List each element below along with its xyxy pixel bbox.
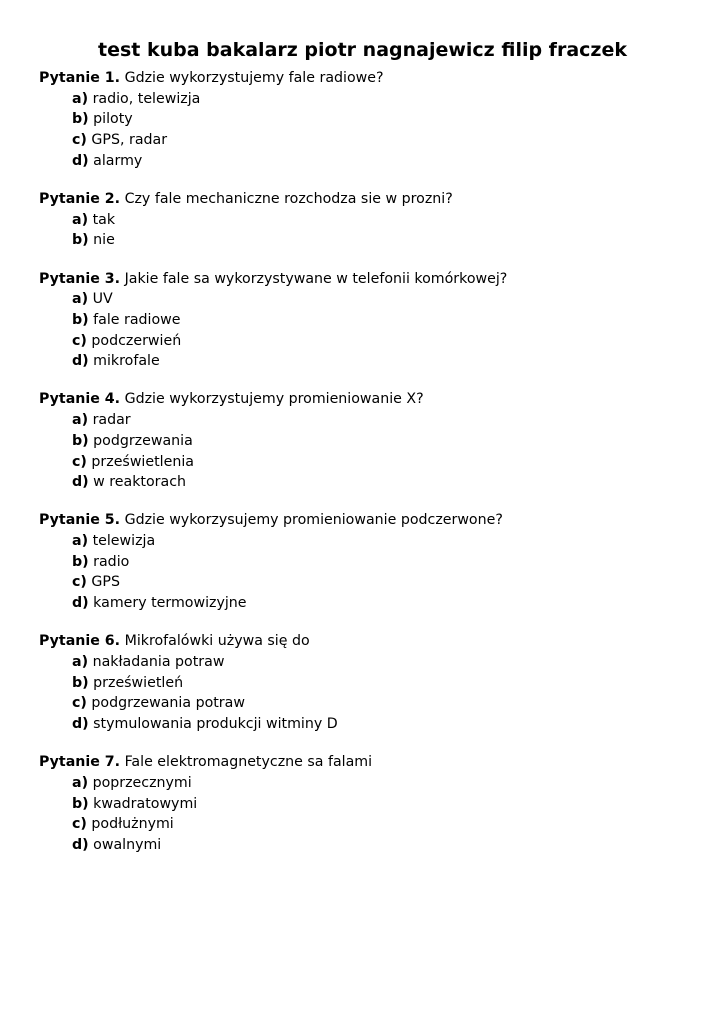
answer-letter: a) xyxy=(72,412,89,429)
question-3 xyxy=(39,269,699,372)
answer-letter: a) xyxy=(72,211,89,228)
answer-item xyxy=(39,310,699,331)
answer-letter: b) xyxy=(72,553,89,570)
question-list xyxy=(39,68,699,873)
question-6 xyxy=(39,631,699,734)
question-text: Fale elektromagnetyczne sa falami xyxy=(124,754,373,771)
question-text: Jakie fale sa wykorzystywane w telefonii komórkowej? xyxy=(124,270,508,287)
answer-text: kwadratowymi xyxy=(93,795,198,812)
answer-item xyxy=(39,673,699,694)
answer-item xyxy=(39,109,699,130)
answer-text: radar xyxy=(92,412,131,429)
question-line xyxy=(39,68,699,89)
document-title: test kuba bakalarz piotr nagnajewicz filip fraczek xyxy=(98,39,627,61)
answer-text: poprzecznymi xyxy=(92,774,192,791)
answer-text: radio, telewizja xyxy=(92,90,201,107)
answer-letter: d) xyxy=(72,152,89,169)
answer-item xyxy=(39,472,699,493)
answer-item xyxy=(39,452,699,473)
answer-item xyxy=(39,351,699,372)
answer-text: radio xyxy=(93,553,130,570)
answer-item xyxy=(39,331,699,352)
answer-text: w reaktorach xyxy=(93,474,186,491)
answer-item xyxy=(39,714,699,735)
answer-letter: d) xyxy=(72,353,89,370)
answer-letter: a) xyxy=(72,774,89,791)
question-2 xyxy=(39,189,699,251)
answer-text: piloty xyxy=(93,111,133,128)
answer-letter: c) xyxy=(72,332,87,349)
answer-list xyxy=(39,289,699,372)
answer-letter: b) xyxy=(72,111,89,128)
question-1 xyxy=(39,68,699,171)
answer-item xyxy=(39,794,699,815)
answer-text: nakładania potraw xyxy=(92,654,225,670)
answer-text: kamery termowizyjne xyxy=(93,595,247,612)
answer-item xyxy=(39,210,699,231)
question-label: Pytanie 2. xyxy=(39,190,121,207)
answer-item xyxy=(39,289,699,310)
answer-list xyxy=(39,773,699,856)
answer-letter: d) xyxy=(72,837,89,853)
answer-item xyxy=(39,89,699,110)
answer-letter: a) xyxy=(72,654,89,670)
answer-text: GPS xyxy=(91,574,120,591)
answer-item xyxy=(39,431,699,452)
answer-letter: a) xyxy=(72,90,89,107)
answer-letter: d) xyxy=(72,474,89,491)
answer-item xyxy=(39,773,699,794)
answer-text: owalnymi xyxy=(93,837,162,853)
question-line xyxy=(39,510,699,531)
answer-text: fale radiowe xyxy=(93,311,181,328)
question-label: Pytanie 7. xyxy=(39,754,121,771)
answer-letter: a) xyxy=(72,291,89,308)
answer-list xyxy=(39,410,699,493)
answer-letter: b) xyxy=(72,232,89,249)
answer-text: GPS, radar xyxy=(91,132,168,149)
answer-item xyxy=(39,230,699,251)
answer-letter: c) xyxy=(72,132,87,149)
question-label: Pytanie 5. xyxy=(39,512,121,529)
answer-list xyxy=(39,210,699,251)
answer-item xyxy=(39,130,699,151)
answer-item xyxy=(39,410,699,431)
answer-letter: a) xyxy=(72,533,89,550)
answer-item xyxy=(39,552,699,573)
question-label: Pytanie 4. xyxy=(39,391,121,408)
answer-item xyxy=(39,652,699,673)
question-label: Pytanie 6. xyxy=(39,633,121,650)
answer-letter: c) xyxy=(72,574,87,591)
answer-text: prześwietlenia xyxy=(91,453,194,470)
question-label: Pytanie 1. xyxy=(39,70,121,86)
answer-letter: b) xyxy=(72,674,89,691)
question-7 xyxy=(39,752,699,855)
answer-text: alarmy xyxy=(93,152,143,169)
answer-text: nie xyxy=(93,232,115,249)
answer-item xyxy=(39,151,699,172)
answer-item xyxy=(39,814,699,835)
answer-item xyxy=(39,835,699,856)
answer-letter: c) xyxy=(72,816,87,833)
answer-item xyxy=(39,693,699,714)
answer-text: stymulowania produkcji witminy D xyxy=(93,716,338,733)
answer-text: podłużnymi xyxy=(91,816,174,833)
question-line xyxy=(39,752,699,773)
answer-letter: c) xyxy=(72,695,87,712)
answer-text: podczerwień xyxy=(91,332,182,349)
answer-text: podgrzewania xyxy=(93,432,193,449)
question-text: Mikrofalówki używa się do xyxy=(124,633,310,650)
answer-item xyxy=(39,593,699,614)
answer-item xyxy=(39,572,699,593)
answer-text: prześwietleń xyxy=(93,674,184,691)
answer-text: telewizja xyxy=(92,533,156,550)
answer-letter: b) xyxy=(72,795,89,812)
answer-letter: d) xyxy=(72,595,89,612)
answer-text: UV xyxy=(92,291,113,308)
question-line xyxy=(39,269,699,290)
question-text: Gdzie wykorzysujemy promieniowanie podczerwone? xyxy=(124,512,503,529)
question-line xyxy=(39,189,699,210)
answer-text: mikrofale xyxy=(93,353,160,370)
answer-list xyxy=(39,652,699,735)
question-line xyxy=(39,631,699,652)
answer-text: tak xyxy=(92,211,116,228)
question-5 xyxy=(39,510,699,613)
question-text: Czy fale mechaniczne rozchodza sie w prozni? xyxy=(124,190,453,207)
question-label: Pytanie 3. xyxy=(39,270,121,287)
answer-letter: d) xyxy=(72,716,89,733)
answer-list xyxy=(39,531,699,614)
answer-item xyxy=(39,531,699,552)
question-text: Gdzie wykorzystujemy fale radiowe? xyxy=(124,70,384,86)
question-text: Gdzie wykorzystujemy promieniowanie X? xyxy=(124,391,424,408)
answer-letter: b) xyxy=(72,311,89,328)
question-line xyxy=(39,389,699,410)
question-4 xyxy=(39,389,699,492)
answer-text: podgrzewania potraw xyxy=(91,695,245,712)
answer-letter: b) xyxy=(72,432,89,449)
answer-list xyxy=(39,89,699,172)
answer-letter: c) xyxy=(72,453,87,470)
